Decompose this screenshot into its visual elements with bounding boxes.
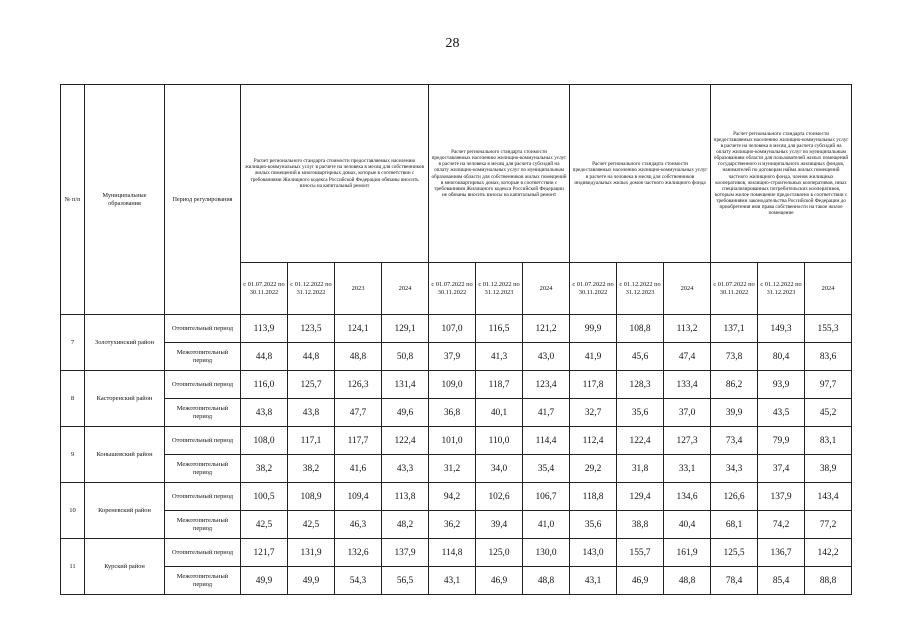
value-cell: 117,8 [570, 371, 617, 399]
value-cell: 36,2 [429, 511, 476, 539]
value-cell: 109,0 [429, 371, 476, 399]
value-cell: 127,3 [664, 427, 711, 455]
value-cell: 32,7 [570, 399, 617, 427]
table-body [61, 315, 852, 595]
value-cell: 31,8 [617, 455, 664, 483]
value-cell: 50,8 [382, 343, 429, 371]
value-cell: 125,5 [711, 539, 758, 567]
value-cell: 43,1 [570, 567, 617, 595]
table-row [61, 483, 852, 511]
value-cell: 106,7 [523, 483, 570, 511]
value-cell: 126,3 [335, 371, 382, 399]
value-cell: 114,4 [523, 427, 570, 455]
value-cell: 125,7 [288, 371, 335, 399]
header-date-cell: с 01.07.2022 по 30.11.2022 [241, 263, 288, 315]
value-cell: 47,7 [335, 399, 382, 427]
value-cell: 143,0 [570, 539, 617, 567]
value-cell: 38,2 [288, 455, 335, 483]
value-cell: 112,4 [570, 427, 617, 455]
value-cell: 132,6 [335, 539, 382, 567]
municipality-name: Касторенский район [85, 371, 165, 427]
period-label: Отопительный период [165, 483, 241, 511]
value-cell: 93,9 [758, 371, 805, 399]
value-cell: 113,2 [664, 315, 711, 343]
value-cell: 137,9 [758, 483, 805, 511]
value-cell: 155,3 [805, 315, 852, 343]
header-date-cell: с 01.12.2022 по 31.12.2023 [476, 263, 523, 315]
value-cell: 116,5 [476, 315, 523, 343]
value-cell: 149,3 [758, 315, 805, 343]
value-cell: 42,5 [288, 511, 335, 539]
value-cell: 108,9 [288, 483, 335, 511]
table-row [61, 399, 852, 427]
value-cell: 48,8 [335, 343, 382, 371]
value-cell: 40,4 [664, 511, 711, 539]
value-cell: 43,3 [382, 455, 429, 483]
municipality-name: Конышевский район [85, 427, 165, 483]
value-cell: 41,0 [523, 511, 570, 539]
value-cell: 85,4 [758, 567, 805, 595]
value-cell: 142,2 [805, 539, 852, 567]
value-cell: 121,2 [523, 315, 570, 343]
header-municipality: Муниципальные образования [85, 85, 165, 315]
value-cell: 41,7 [523, 399, 570, 427]
value-cell: 78,4 [711, 567, 758, 595]
header-date-cell: с 01.12.2022 по 31.12.2022 [288, 263, 335, 315]
period-label: Отопительный период [165, 539, 241, 567]
value-cell: 44,8 [288, 343, 335, 371]
table-row [61, 343, 852, 371]
value-cell: 56,5 [382, 567, 429, 595]
row-number: 10 [61, 483, 85, 539]
value-cell: 48,8 [664, 567, 711, 595]
value-cell: 79,9 [758, 427, 805, 455]
value-cell: 46,9 [476, 567, 523, 595]
period-label: Межотопительный период [165, 511, 241, 539]
rates-table [60, 84, 852, 595]
value-cell: 40,1 [476, 399, 523, 427]
value-cell: 161,9 [664, 539, 711, 567]
value-cell: 137,1 [711, 315, 758, 343]
table-row [61, 567, 852, 595]
value-cell: 130,0 [523, 539, 570, 567]
value-cell: 129,1 [382, 315, 429, 343]
value-cell: 88,8 [805, 567, 852, 595]
page-number: 28 [445, 36, 460, 51]
value-cell: 110,0 [476, 427, 523, 455]
header-row-groups [61, 85, 852, 263]
header-group-2: Расчет регионального стандарта стоимости предоставляемых населению жилищно-коммунальных услуг в расчете на человека в месяц для расчета субсидий на оплату жилищно-коммунальных услуг по муниципальным образованиям области для собственников жилых помещений в многоквартирных домах, которые в соответствии с требованиями Жилищного кодекса Российской Федерации не обязаны вносить взносы на капитальный ремонт [429, 85, 570, 263]
value-cell: 42,5 [241, 511, 288, 539]
value-cell: 45,6 [617, 343, 664, 371]
value-cell: 35,6 [617, 399, 664, 427]
header-date-cell: с 01.12.2022 по 31.12.2023 [758, 263, 805, 315]
header-date-cell: с 01.07.2022 по 30.11.2022 [570, 263, 617, 315]
value-cell: 97,7 [805, 371, 852, 399]
header-group-1: Расчет регионального стандарта стоимости предоставляемых населению жилищно-коммунальных услуг в расчете на человека в месяц для собственников жилых помещений в многоквартирных домах, которые в соответствии с требованиями Жилищного кодекса Российской Федерации обязаны вносить взносы на капитальный ремонт [241, 85, 429, 263]
value-cell: 43,8 [288, 399, 335, 427]
value-cell: 155,7 [617, 539, 664, 567]
table-row [61, 427, 852, 455]
value-cell: 44,8 [241, 343, 288, 371]
value-cell: 109,4 [335, 483, 382, 511]
header-date-cell: с 01.07.2022 по 30.11.2022 [429, 263, 476, 315]
value-cell: 125,0 [476, 539, 523, 567]
value-cell: 38,8 [617, 511, 664, 539]
value-cell: 117,7 [335, 427, 382, 455]
value-cell: 41,3 [476, 343, 523, 371]
value-cell: 121,7 [241, 539, 288, 567]
value-cell: 86,2 [711, 371, 758, 399]
header-period: Период регулирования [165, 85, 241, 315]
table-row [61, 455, 852, 483]
row-number: 7 [61, 315, 85, 371]
value-cell: 35,4 [523, 455, 570, 483]
header-date-cell: 2024 [664, 263, 711, 315]
header-date-cell: с 01.12.2022 по 31.12.2023 [617, 263, 664, 315]
value-cell: 143,4 [805, 483, 852, 511]
value-cell: 39,4 [476, 511, 523, 539]
value-cell: 43,5 [758, 399, 805, 427]
value-cell: 48,2 [382, 511, 429, 539]
value-cell: 94,2 [429, 483, 476, 511]
value-cell: 31,2 [429, 455, 476, 483]
value-cell: 113,8 [382, 483, 429, 511]
value-cell: 35,6 [570, 511, 617, 539]
value-cell: 129,4 [617, 483, 664, 511]
period-label: Межотопительный период [165, 567, 241, 595]
period-label: Отопительный период [165, 371, 241, 399]
value-cell: 43,1 [429, 567, 476, 595]
value-cell: 83,1 [805, 427, 852, 455]
value-cell: 29,2 [570, 455, 617, 483]
table-row [61, 371, 852, 399]
value-cell: 38,2 [241, 455, 288, 483]
value-cell: 123,5 [288, 315, 335, 343]
value-cell: 133,4 [664, 371, 711, 399]
value-cell: 118,7 [476, 371, 523, 399]
table-header [61, 85, 852, 315]
header-date-cell: 2024 [805, 263, 852, 315]
period-label: Межотопительный период [165, 455, 241, 483]
value-cell: 99,9 [570, 315, 617, 343]
value-cell: 134,6 [664, 483, 711, 511]
value-cell: 47,4 [664, 343, 711, 371]
value-cell: 126,6 [711, 483, 758, 511]
value-cell: 54,3 [335, 567, 382, 595]
value-cell: 77,2 [805, 511, 852, 539]
value-cell: 49,9 [288, 567, 335, 595]
value-cell: 114,8 [429, 539, 476, 567]
value-cell: 48,8 [523, 567, 570, 595]
value-cell: 45,2 [805, 399, 852, 427]
value-cell: 131,4 [382, 371, 429, 399]
value-cell: 118,8 [570, 483, 617, 511]
value-cell: 131,9 [288, 539, 335, 567]
value-cell: 100,5 [241, 483, 288, 511]
municipality-name: Золотухинский район [85, 315, 165, 371]
value-cell: 136,7 [758, 539, 805, 567]
value-cell: 39,9 [711, 399, 758, 427]
value-cell: 124,1 [335, 315, 382, 343]
value-cell: 101,0 [429, 427, 476, 455]
row-number: 9 [61, 427, 85, 483]
value-cell: 80,4 [758, 343, 805, 371]
period-label: Отопительный период [165, 427, 241, 455]
value-cell: 46,3 [335, 511, 382, 539]
municipality-name: Курский район [85, 539, 165, 595]
value-cell: 122,4 [382, 427, 429, 455]
value-cell: 123,4 [523, 371, 570, 399]
value-cell: 113,9 [241, 315, 288, 343]
value-cell: 122,4 [617, 427, 664, 455]
value-cell: 49,6 [382, 399, 429, 427]
header-date-cell: 2024 [523, 263, 570, 315]
value-cell: 34,3 [711, 455, 758, 483]
value-cell: 128,3 [617, 371, 664, 399]
value-cell: 37,9 [429, 343, 476, 371]
header-date-cell: 2023 [335, 263, 382, 315]
value-cell: 74,2 [758, 511, 805, 539]
table-row [61, 511, 852, 539]
municipality-name: Кореневский район [85, 483, 165, 539]
value-cell: 43,8 [241, 399, 288, 427]
row-number: 8 [61, 371, 85, 427]
value-cell: 46,9 [617, 567, 664, 595]
value-cell: 41,9 [570, 343, 617, 371]
value-cell: 73,8 [711, 343, 758, 371]
value-cell: 102,6 [476, 483, 523, 511]
value-cell: 108,8 [617, 315, 664, 343]
table-row [61, 315, 852, 343]
period-label: Межотопительный период [165, 343, 241, 371]
table-row [61, 539, 852, 567]
value-cell: 37,0 [664, 399, 711, 427]
value-cell: 107,0 [429, 315, 476, 343]
period-label: Межотопительный период [165, 399, 241, 427]
header-date-cell: с 01.07.2022 по 30.11.2022 [711, 263, 758, 315]
value-cell: 33,1 [664, 455, 711, 483]
header-group-4: Расчет регионального стандарта стоимости предоставляемых населению жилищно-коммунальных услуг в расчете на человека в месяц для расчета субсидий на оплату жилищно-коммунальных услуг по муниципальным образованиям области для пользователей жилых помещений государственного и муниципального жилищных фондов, нанимателей по договорам найма жилых помещений частного жилищного фонда, членов жилищных кооперативов, жилищно-строительных кооперативов, иных специализированных потребительских кооперативов, которым жилое помещение предоставлено в соответствии с требованиями законодательства Российской Федерации до приобретения ими права собственности на такое жилое помещение [711, 85, 852, 263]
value-cell: 43,0 [523, 343, 570, 371]
value-cell: 117,1 [288, 427, 335, 455]
value-cell: 49,9 [241, 567, 288, 595]
header-index: № п/п [61, 85, 85, 315]
value-cell: 137,9 [382, 539, 429, 567]
value-cell: 83,6 [805, 343, 852, 371]
value-cell: 41,6 [335, 455, 382, 483]
value-cell: 68,1 [711, 511, 758, 539]
value-cell: 36,8 [429, 399, 476, 427]
period-label: Отопительный период [165, 315, 241, 343]
value-cell: 73,4 [711, 427, 758, 455]
value-cell: 108,0 [241, 427, 288, 455]
header-date-cell: 2024 [382, 263, 429, 315]
row-number: 11 [61, 539, 85, 595]
value-cell: 34,0 [476, 455, 523, 483]
value-cell: 38,9 [805, 455, 852, 483]
header-group-3: Расчет регионального стандарта стоимости предоставляемых населению жилищно-коммунальных услуг в расчете на человека в месяц для собственников индивидуальных жилых домов частного жилищного фонда [570, 85, 711, 263]
value-cell: 116,0 [241, 371, 288, 399]
value-cell: 37,4 [758, 455, 805, 483]
